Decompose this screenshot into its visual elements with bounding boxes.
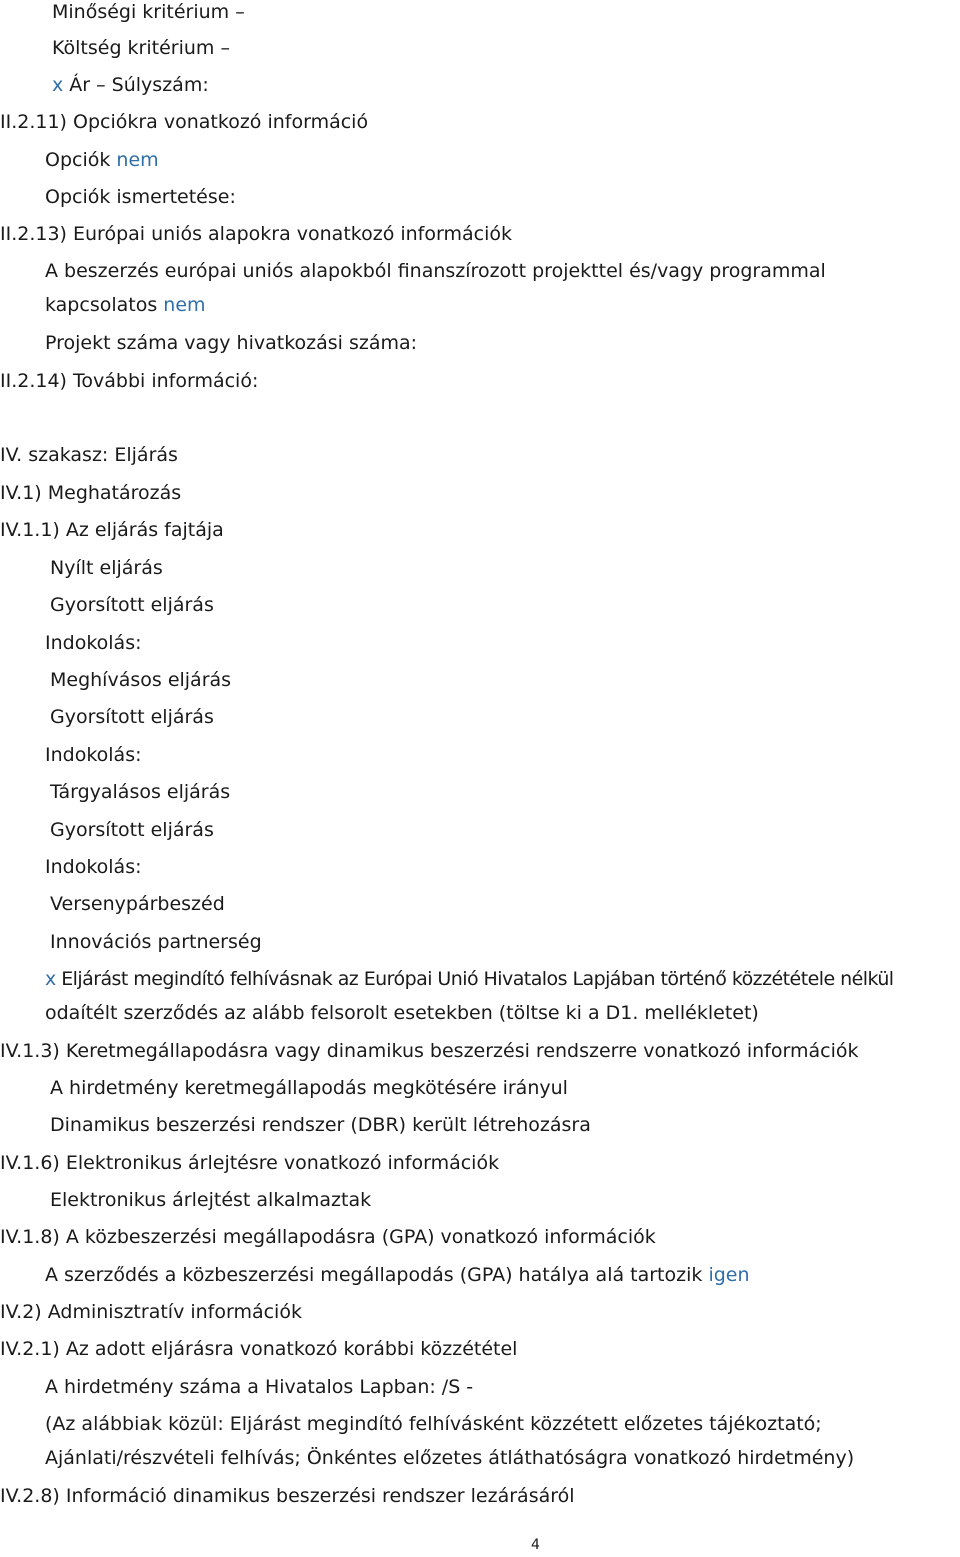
indokolas-3: Indokolás: (45, 856, 142, 878)
iv21-heading: IV.2.1) Az adott eljárásra vonatkozó korábbi közzététel (0, 1338, 518, 1360)
nyilt-eljaras: Nyílt eljárás (50, 557, 163, 579)
eljarast-megindito-line1 (45, 967, 894, 991)
hirdetmeny-szama: A hirdetmény száma a Hivatalos Lapban: /S - (45, 1376, 474, 1398)
indokolas-1: Indokolás: (45, 632, 142, 654)
iv11-heading: IV.1.1) Az eljárás fajtája (0, 519, 224, 541)
alabbiak-line2: Ajánlati/részvételi felhívás; Önkéntes előzetes átláthatóságra vonatkozó hirdetmény) (45, 1447, 855, 1469)
gyorsitott-eljaras-1: Gyorsított eljárás (50, 594, 214, 616)
iv2-heading: IV.2) Adminisztratív információk (0, 1301, 302, 1323)
projekt-szama: Projekt száma vagy hivatkozási száma: (45, 332, 418, 354)
eu-text-line2 (45, 293, 206, 317)
iv1-heading: IV.1) Meghatározás (0, 482, 182, 504)
dinamikus-beszerzesi-rendszer: Dinamikus beszerzési rendszer (DBR) került létrehozásra (50, 1114, 591, 1136)
eu-heading: II.2.13) Európai uniós alapokra vonatkozó információk (0, 223, 512, 245)
opciok-label: Opciók (45, 149, 111, 171)
section-heading-iv: IV. szakasz: Eljárás (0, 444, 178, 466)
ar-sulyszam-label: Ár – Súlyszám: (63, 74, 209, 96)
iv16-heading: IV.1.6) Elektronikus árlejtésre vonatkozó információk (0, 1152, 500, 1174)
gyorsitott-eljaras-2: Gyorsított eljárás (50, 706, 214, 728)
eu-value: nem (163, 294, 206, 316)
meghivasos-eljaras: Meghívásos eljárás (50, 669, 232, 691)
koltseg-kriterium: Költség kritérium – (52, 37, 230, 59)
targyalasos-eljaras: Tárgyalásos eljárás (50, 781, 231, 803)
gpa-label: A szerződés a közbeszerzési megállapodás (GPA) hatálya alá tartozik (45, 1264, 703, 1286)
eu-text-label: kapcsolatos (45, 294, 158, 316)
versenyparbeszed: Versenypárbeszéd (50, 893, 225, 915)
minosegi-kriterium: Minőségi kritérium – (52, 1, 245, 23)
eu-text-line1: A beszerzés európai uniós alapokból finanszírozott projekttel és/vagy programmal (45, 260, 826, 282)
gpa-row (45, 1263, 750, 1287)
elektronikus-arlejtes: Elektronikus árlejtést alkalmaztak (50, 1189, 372, 1211)
opciok-ismertetese: Opciók ismertetése: (45, 186, 236, 208)
tovabbi-informacio: II.2.14) További információ: (0, 370, 259, 392)
checkbox-mark: x (52, 74, 64, 96)
innovacios-partnerseg: Innovációs partnerség (50, 931, 262, 953)
gpa-value: igen (708, 1264, 750, 1286)
iv28-heading: IV.2.8) Információ dinamikus beszerzési rendszer lezárásáról (0, 1485, 575, 1507)
opciok-heading: II.2.11) Opciókra vonatkozó információ (0, 111, 369, 133)
gyorsitott-eljaras-3: Gyorsított eljárás (50, 819, 214, 841)
eljarast-megindito-line2: odaítélt szerződés az alább felsorolt esetekben (töltse ki a D1. mellékletet) (45, 1002, 759, 1024)
opciok-value: nem (116, 149, 159, 171)
hirdetmeny-keretmegallapodas: A hirdetmény keretmegállapodás megkötésére irányul (50, 1077, 568, 1099)
opciok-row (45, 148, 159, 172)
page-number: 4 (531, 1537, 540, 1553)
ar-sulyszam (52, 73, 209, 97)
checkbox-mark: x (45, 968, 56, 990)
eljarast-megindito-text: Eljárást megindító felhívásnak az Európai Unió Hivatalos Lapjában történő közzététele nélkül (55, 968, 894, 990)
iv18-heading: IV.1.8) A közbeszerzési megállapodásra (GPA) vonatkozó információk (0, 1226, 656, 1248)
iv13-heading: IV.1.3) Keretmegállapodásra vagy dinamikus beszerzési rendszerre vonatkozó információk (0, 1040, 859, 1062)
indokolas-2: Indokolás: (45, 744, 142, 766)
alabbiak-line1: (Az alábbiak közül: Eljárást megindító felhívásként közzétett előzetes tájékoztató; (45, 1413, 822, 1435)
